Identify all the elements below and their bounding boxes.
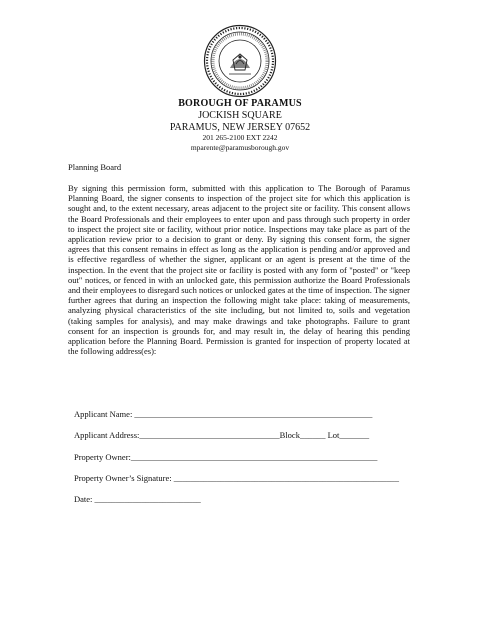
owner-signature-label: Property Owner’s Signature: _____________________________________________________: [74, 472, 399, 483]
phone-number: 201 265-2100 EXT 2242: [202, 133, 278, 142]
date-field[interactable]: [74, 494, 414, 515]
property-owner-label: Property Owner:__________________________________________________________: [74, 451, 378, 462]
property-owner-field[interactable]: [74, 452, 414, 473]
address-line-2: PARAMUS, NEW JERSEY 07652: [169, 121, 311, 133]
consent-paragraph: By signing this permission form, submitted with this application to The Borough of Paramus Planning Board, the signer consents to inspection of the project site for which this application is sought and, to the extent necessary, areas adjacent to the project site or facility. This consent allows the Board Professionals and their employees to enter upon and pass through such property in order to inspect the project site or facility, without prior notice. Inspections may take place as part of the application review prior to a decision to grant or deny. By signing this consent form, the signer agrees that this consent remains in effect as long as the application is pending and/or approved and is effective regardless of whether the signer, applicant or an agent is present at the time of the inspection. In the event that the project site or facility is posted with any form of "posted" or "keep out" notices, or fenced in with an unlocked gate, this permission authorize the Board Professionals and their employees to disregard such notices or unlocked gates at the time of inspection. The signer further agrees that during an inspection the following might take place: taking of measurements, analyzing physical characteristics of the site including, but not limited to, soils and vegetation (taking samples for analysis), and may make drawings and take photographs. Failure to grant consent for an inspection is grounds for, and may result in, the delay of hearing this pending application before the Planning Board. Permission is granted for inspection of property located at the following address(es):: [68, 183, 410, 357]
applicant-name-label: Applicant Name: ________________________________________________________: [74, 409, 373, 419]
email-address: mparente@paramusborough.gov: [190, 143, 290, 152]
date-label: Date: _________________________: [74, 494, 201, 505]
owner-signature-field[interactable]: [74, 473, 414, 494]
form-fields: [74, 409, 414, 515]
borough-seal-icon: [203, 24, 277, 98]
applicant-address-label: Applicant Address:_________________________________Block______ Lot_______: [74, 430, 370, 441]
applicant-address-field[interactable]: [74, 430, 414, 451]
org-name: BOROUGH OF PARAMUS: [178, 98, 302, 109]
address-line-1: JOCKISH SQUARE: [198, 110, 282, 121]
department-label: Planning Board: [68, 162, 122, 172]
applicant-name-field[interactable]: [74, 409, 414, 430]
letterhead: [0, 98, 480, 153]
